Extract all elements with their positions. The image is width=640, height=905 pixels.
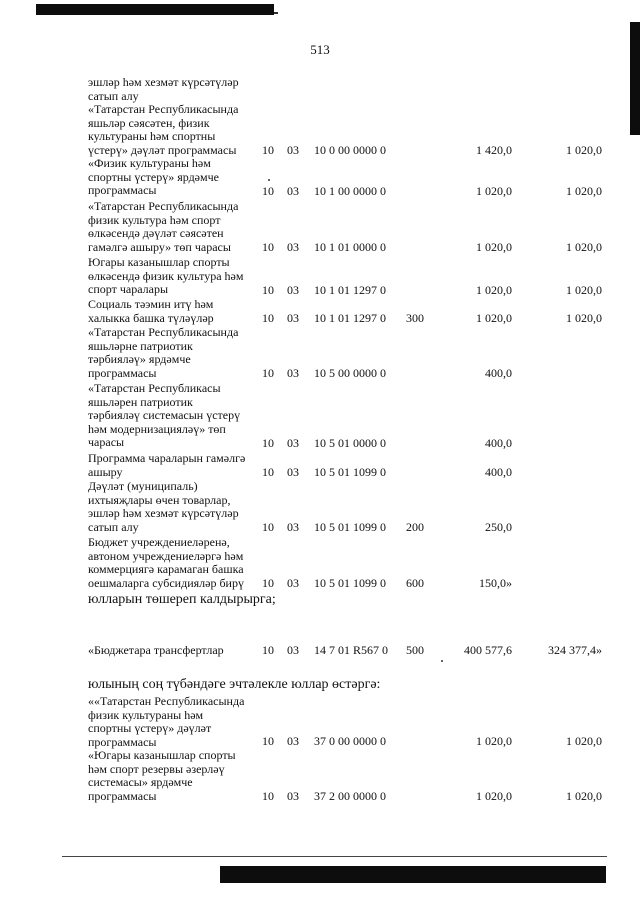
- cell-razdel: 10: [262, 366, 274, 380]
- cell-sum-year-1: 1 420,0: [476, 143, 512, 157]
- row-description: Югары казанышлар спорты өлкәсендә физик культура һәм спорт чаралары: [88, 255, 244, 296]
- scan-border-top-tail: [274, 12, 278, 14]
- row-description: «Татарстан Республикасында яшьләр сәясәтен, физик культураны һәм спортны үстерү» дәүләт программасы: [88, 102, 239, 157]
- cell-podrazdel: 03: [287, 576, 299, 590]
- cell-podrazdel: 03: [287, 465, 299, 479]
- cell-target-article: 10 1 00 0000 0: [314, 184, 386, 198]
- cell-podrazdel: 03: [287, 366, 299, 380]
- cell-target-article: 37 2 00 0000 0: [314, 789, 386, 803]
- cell-target-article: 10 5 01 0000 0: [314, 436, 386, 450]
- cell-sum-year-1: 400,0: [485, 436, 512, 450]
- cell-expense-type: 600: [406, 576, 424, 590]
- cell-sum-year-1: 1 020,0: [476, 283, 512, 297]
- cell-sum-year-2: 1 020,0: [566, 734, 602, 748]
- cell-target-article: 10 5 01 1099 0: [314, 520, 386, 534]
- cell-sum-year-1: 250,0: [485, 520, 512, 534]
- page-number: 513: [310, 42, 330, 57]
- cell-target-article: 10 1 01 1297 0: [314, 311, 386, 325]
- cell-razdel: 10: [262, 520, 274, 534]
- cell-expense-type: 500: [406, 643, 424, 657]
- cell-sum-year-2: 324 377,4»: [548, 643, 602, 657]
- cell-podrazdel: 03: [287, 283, 299, 297]
- row-description: Бюджет учреждениеләренә, автоном учреждениеләргә һәм коммерциягә карамаган башка оешмаларга субсидияләр бирү: [88, 535, 244, 590]
- cell-podrazdel: 03: [287, 311, 299, 325]
- cell-target-article: 14 7 01 R567 0: [314, 643, 389, 657]
- scan-speck: [441, 660, 443, 662]
- instruction-text: юлының соң түбәндәге эчтәлекле юллар өстәргә:: [88, 677, 381, 692]
- cell-target-article: 10 1 01 1297 0: [314, 283, 386, 297]
- cell-target-article: 10 0 00 0000 0: [314, 143, 386, 157]
- cell-sum-year-1: 400,0: [485, 465, 512, 479]
- cell-razdel: 10: [262, 643, 274, 657]
- cell-sum-year-2: 1 020,0: [566, 283, 602, 297]
- cell-razdel: 10: [262, 734, 274, 748]
- cell-razdel: 10: [262, 283, 274, 297]
- cell-podrazdel: 03: [287, 520, 299, 534]
- cell-podrazdel: 03: [287, 789, 299, 803]
- cell-razdel: 10: [262, 789, 274, 803]
- cell-razdel: 10: [262, 311, 274, 325]
- cell-razdel: 10: [262, 184, 274, 198]
- cell-sum-year-2: 1 020,0: [566, 184, 602, 198]
- row-description: «Татарстан Республикасында физик культура һәм спорт өлкәсендә дәүләт сәясәтен гамәлгә ашыру» төп чарасы: [88, 199, 239, 254]
- cell-target-article: 10 5 01 1099 0: [314, 465, 386, 479]
- cell-podrazdel: 03: [287, 436, 299, 450]
- row-description: Программа чараларын гамәлгә ашыру: [88, 451, 246, 479]
- cell-sum-year-1: 400 577,6: [464, 643, 512, 657]
- cell-razdel: 10: [262, 465, 274, 479]
- scan-border-top: [36, 4, 274, 15]
- row-description: «Татарстан Республикасы яшьләрен патриотик тәрбияләү системасын үстерү һәм модернизацияләү» төп чарасы: [88, 381, 241, 449]
- row-description: «Югары казанышлар спорты һәм спорт резервы әзерләү системасы» ярдәмче программасы: [88, 748, 236, 803]
- row-description: Социаль тәэмин итү һәм халыкка башка түләүләр: [88, 297, 214, 325]
- cell-sum-year-2: 1 020,0: [566, 311, 602, 325]
- row-description: Дәүләт (муниципаль) ихтыяҗлары өчен товарлар, эшләр һәм хезмәт күрсәтүләр сатып алу: [88, 479, 239, 534]
- cell-razdel: 10: [262, 436, 274, 450]
- scan-border-bottom: [220, 866, 606, 883]
- cell-razdel: 10: [262, 143, 274, 157]
- cell-sum-year-1: 1 020,0: [476, 734, 512, 748]
- row-description: ««Татарстан Республикасында физик культураны һәм спортны үстерү» дәүләт программасы: [88, 694, 245, 749]
- cell-target-article: 37 0 00 0000 0: [314, 734, 386, 748]
- cell-sum-year-2: 1 020,0: [566, 240, 602, 254]
- row-description: «Бюджетара трансфертлар: [88, 643, 224, 657]
- cell-target-article: 10 1 01 0000 0: [314, 240, 386, 254]
- cell-sum-year-1: 150,0»: [479, 576, 512, 590]
- scan-speck: [268, 179, 270, 181]
- cell-sum-year-1: 1 020,0: [476, 240, 512, 254]
- cell-sum-year-2: 1 020,0: [566, 143, 602, 157]
- cell-razdel: 10: [262, 240, 274, 254]
- cell-razdel: 10: [262, 576, 274, 590]
- scan-line-bottom: [62, 856, 607, 857]
- cell-sum-year-1: 1 020,0: [476, 789, 512, 803]
- cell-podrazdel: 03: [287, 184, 299, 198]
- scan-border-right: [630, 22, 640, 135]
- cell-sum-year-1: 400,0: [485, 366, 512, 380]
- cell-podrazdel: 03: [287, 643, 299, 657]
- cell-podrazdel: 03: [287, 734, 299, 748]
- cell-sum-year-1: 1 020,0: [476, 184, 512, 198]
- cell-podrazdel: 03: [287, 143, 299, 157]
- cell-expense-type: 200: [406, 520, 424, 534]
- cell-podrazdel: 03: [287, 240, 299, 254]
- row-description: эшләр һәм хезмәт күрсәтүләр сатып алу: [88, 75, 239, 103]
- cell-expense-type: 300: [406, 311, 424, 325]
- row-description: «Физик культураны һәм спортны үстерү» ярдәмче программасы: [88, 156, 219, 197]
- instruction-text: юлларын төшереп калдырырга;: [88, 592, 276, 607]
- cell-target-article: 10 5 00 0000 0: [314, 366, 386, 380]
- cell-target-article: 10 5 01 1099 0: [314, 576, 386, 590]
- cell-sum-year-1: 1 020,0: [476, 311, 512, 325]
- cell-sum-year-2: 1 020,0: [566, 789, 602, 803]
- row-description: «Татарстан Республикасында яшьләрне патриотик тәрбияләү» ярдәмче программасы: [88, 325, 239, 380]
